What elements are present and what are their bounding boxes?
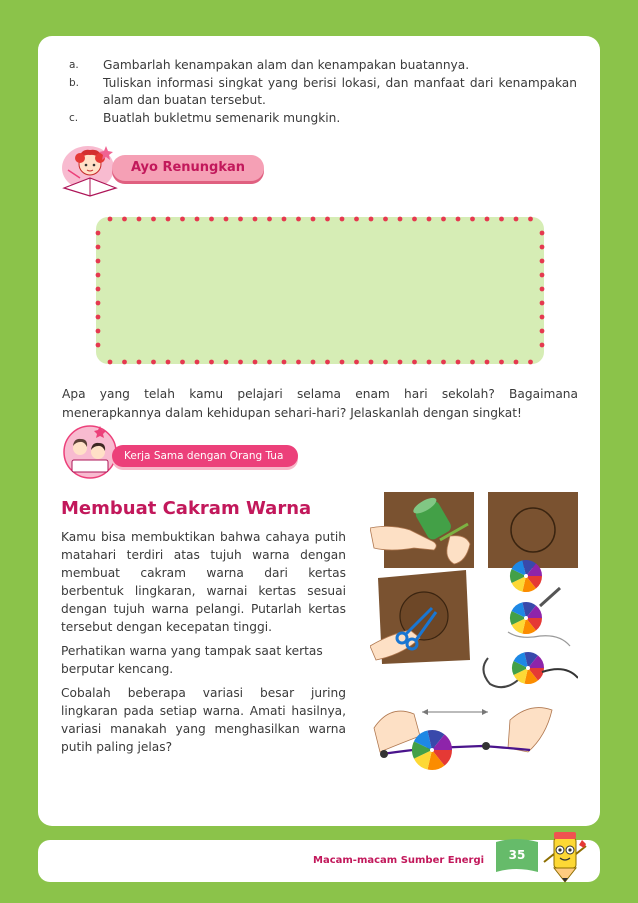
task-marker: b. — [69, 76, 80, 89]
reflection-label: Ayo Renungkan — [112, 155, 264, 181]
task-text: Buatlah bukletmu semenarik mungkin. — [103, 110, 341, 125]
task-item — [69, 75, 577, 110]
activity-title: Membuat Cakram Warna — [61, 498, 312, 519]
color-wheel-illustration — [370, 488, 578, 778]
reflection-note-box — [92, 213, 548, 368]
page-number: 35 — [508, 848, 526, 862]
activity-paragraph: Kamu bisa membuktikan bahwa cahaya putih matahari terdiri atas tujuh warna dengan membuat cakram warna dari kertas berbentuk lingkaran, warnai kertas sesuai dengan tujuh warna pelangi. Putarlah kertas tersebut dengan kecepatan tinggi. — [61, 530, 346, 634]
activity-body — [61, 528, 346, 762]
chapter-title: Macam-macam Sumber Energi — [313, 855, 485, 866]
task-text: Tuliskan informasi singkat yang berisi lokasi, dan manfaat dari kenampakan alam dan buatan tersebut. — [103, 75, 577, 107]
activity-paragraph: Perhatikan warna yang tampak saat kertas berputar kencang. — [61, 644, 323, 676]
task-item — [69, 57, 577, 75]
task-item — [69, 110, 577, 128]
parent-cooperation-label: Kerja Sama dengan Orang Tua — [112, 445, 298, 467]
task-list — [69, 57, 577, 127]
activity-paragraph: Cobalah beberapa variasi besar juring lingkaran pada setiap warna. Amati hasilnya, variasi manakah yang menghasilkan warna putih paling jelas? — [61, 686, 346, 754]
task-marker: a. — [69, 59, 79, 71]
pencil-mascot-icon — [536, 828, 592, 884]
task-marker: c. — [69, 111, 79, 124]
task-text: Gambarlah kenampakan alam dan kenampakan buatannya. — [103, 58, 470, 72]
reflection-question: Apa yang telah kamu pelajari selama enam hari sekolah? Bagaimana menerapkannya dalam kehidupan sehari-hari? Jelaskanlah dengan singkat! — [62, 387, 578, 420]
